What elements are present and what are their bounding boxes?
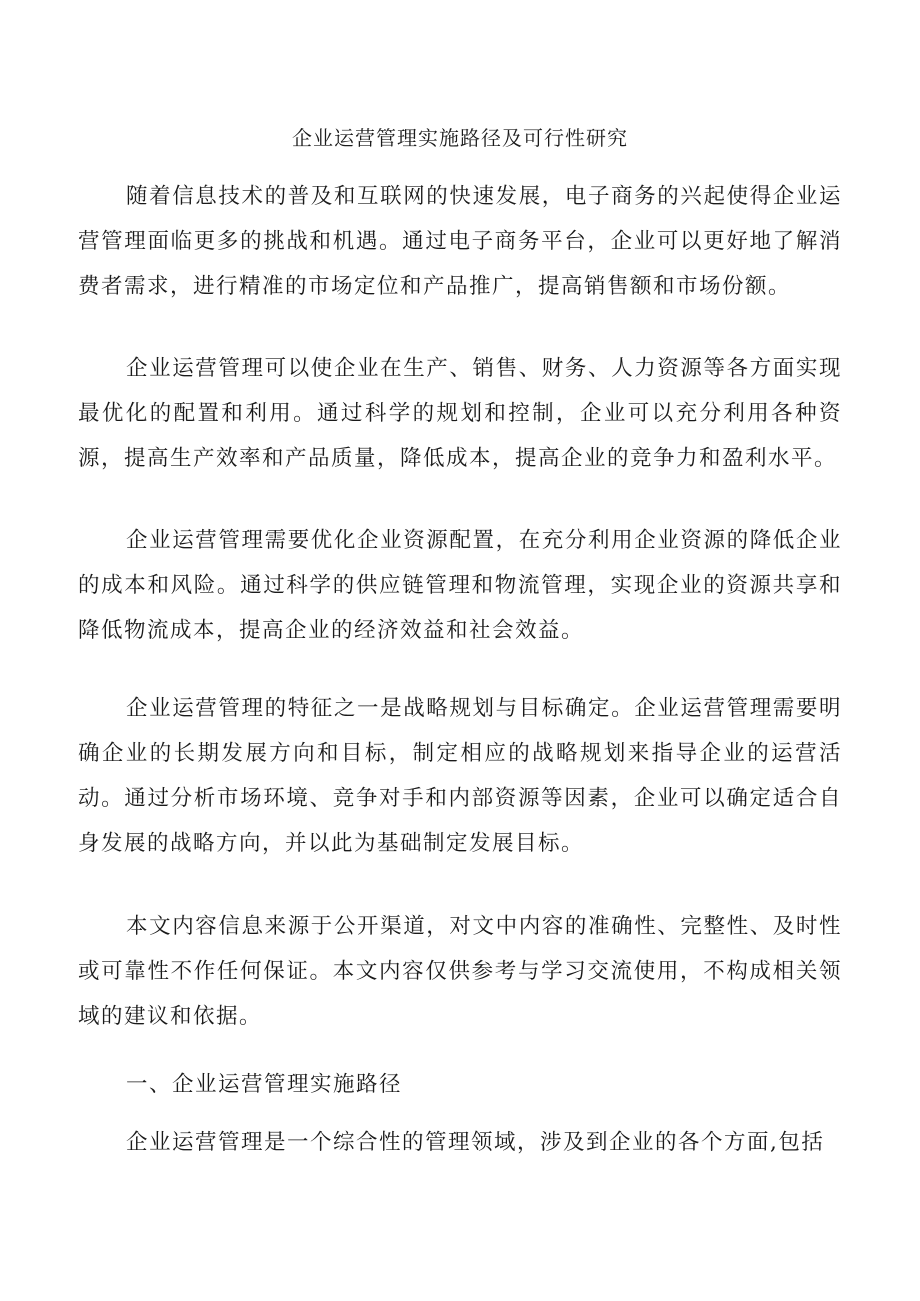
paragraph-strategic-planning: 企业运营管理的特征之一是战略规划与目标确定。企业运营管理需要明确企业的长期发展方向和目标，制定相应的战略规划来指导企业的运营活动。通过分析市场环境、竞争对手和内部资源等因素，企业可以确定适合自身发展的战略方向，并以此为基础制定发展目标。 [78,696,842,856]
paragraph-resource-optimization: 企业运营管理可以使企业在生产、销售、财务、人力资源等各方面实现最优化的配置和利用。通过科学的规划和控制，企业可以充分利用各种资源，提高生产效率和产品质量，降低成本，提高企业的竞争力和盈利水平。 [78,356,842,471]
document-title: 企业运营管理实施路径及可行性研究 [292,126,628,150]
paragraph-resource-allocation: 企业运营管理需要优化企业资源配置，在充分利用企业资源的降低企业的成本和风险。通过科学的供应链管理和物流管理，实现企业的资源共享和降低物流成本，提高企业的经济效益和社会效益。 [78,528,842,643]
paragraph-ecommerce: 随着信息技术的普及和互联网的快速发展，电子商务的兴起使得企业运营管理面临更多的挑战和机遇。通过电子商务平台，企业可以更好地了解消费者需求，进行精准的市场定位和产品推广，提高销售额和市场份额。 [78,184,842,299]
paragraph-disclaimer: 本文内容信息来源于公开渠道，对文中内容的准确性、完整性、及时性或可靠性不作任何保证。本文内容仅供参考与学习交流使用，不构成相关领域的建议和依据。 [78,914,842,1029]
section-heading: 一、企业运营管理实施路径 [126,1072,403,1097]
paragraph-section-intro: 企业运营管理是一个综合性的管理领域，涉及到企业的各个方面,包括 [126,1130,825,1155]
